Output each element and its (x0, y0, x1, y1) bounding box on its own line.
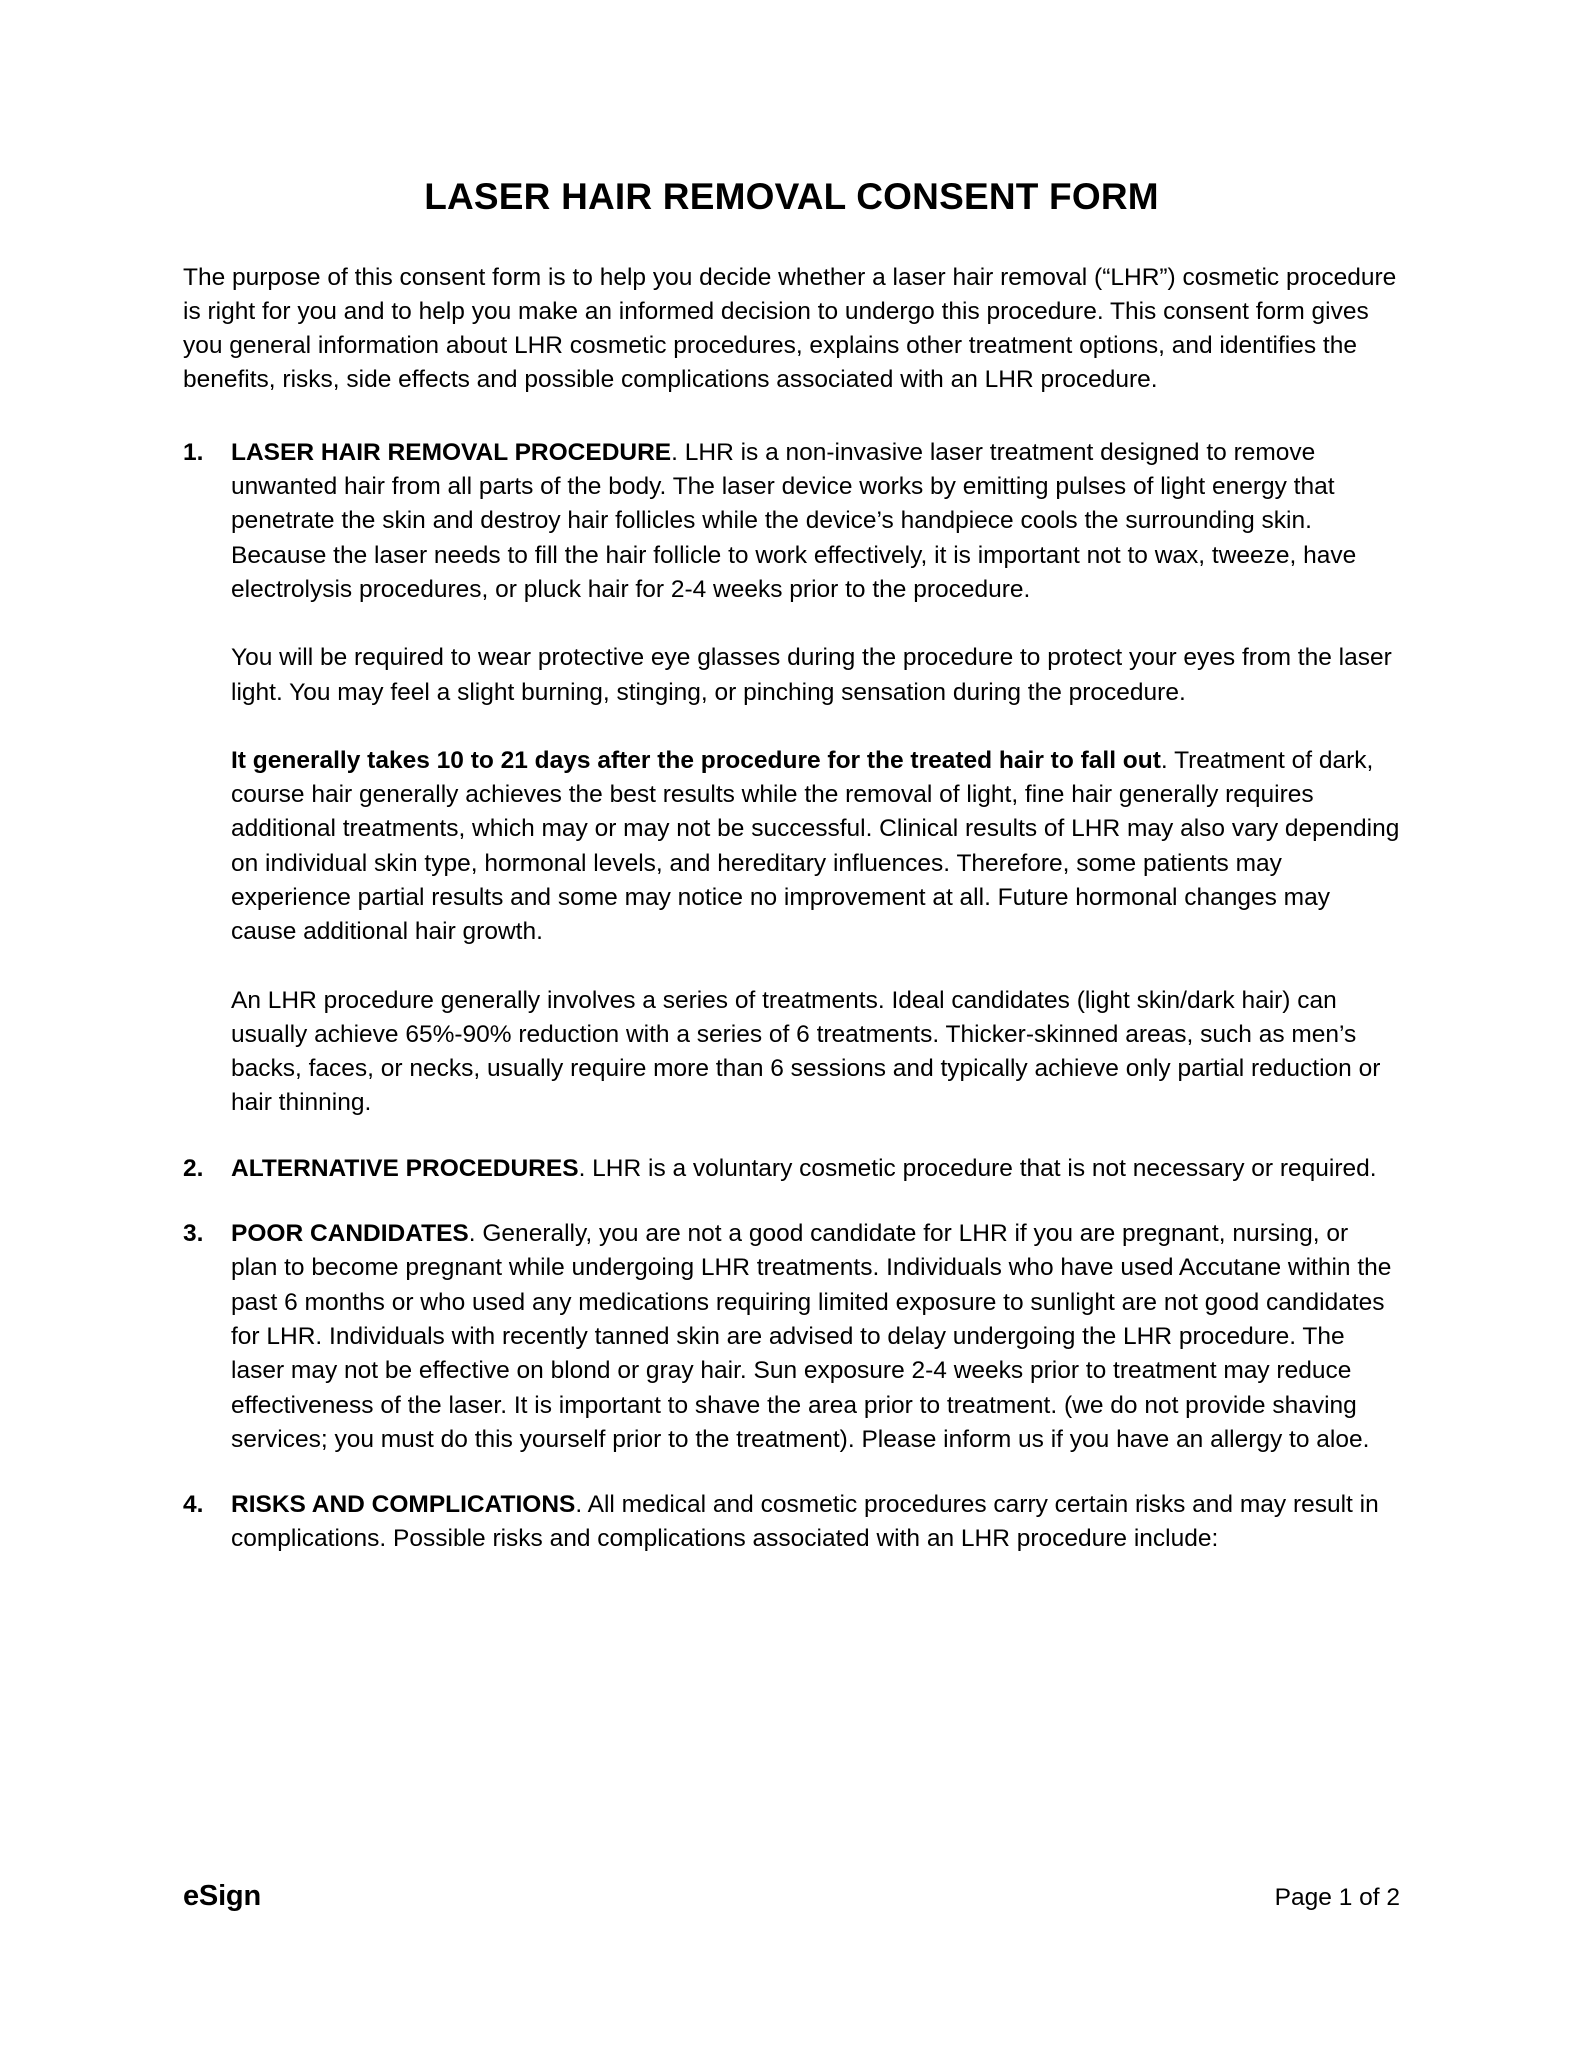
section-body-text: . LHR is a non-invasive laser treatment designed to remove unwanted hair from all parts of the body. The laser device works by emitting pulses of light energy that penetrate the skin and destroy hair follicles while the device’s handpiece cools the surrounding skin. Because the laser needs to fill the hair follicle to work effectively, it is important not to wax, tweeze, have electrolysis procedures, or pluck hair for 2-4 weeks prior to the procedure. (231, 438, 1357, 603)
section-body-text: . Treatment of dark, course hair generally achieves the best results while the removal of light, fine hair generally requires additional treatments, which may or may not be successful. Clinical results of LHR may also vary depending on individual skin type, hormonal levels, and hereditary influences. Therefore, some patients may experience partial results and some may notice no improvement at all. Future hormonal changes may cause additional hair growth. (231, 746, 1400, 946)
section-paragraph (231, 641, 1400, 710)
section-heading-inline: ALTERNATIVE PROCEDURES (231, 1154, 579, 1182)
section-number: 3. (183, 1220, 204, 1248)
section-heading-inline: LASER HAIR REMOVAL PROCEDURE (231, 438, 672, 466)
section-number: 2. (183, 1154, 204, 1182)
section-number: 1. (183, 438, 204, 466)
section-item (183, 1488, 1400, 1557)
section-body-text: . LHR is a voluntary cosmetic procedure that is not necessary or required. (578, 1154, 1377, 1182)
section-item (183, 1152, 1400, 1186)
section-paragraph (231, 436, 1400, 607)
section-item (183, 1217, 1400, 1457)
intro-paragraph: The purpose of this consent form is to help you decide whether a laser hair removal (“LHR”) cosmetic procedure is right for you and to help you make an informed decision to undergo this procedure. This consent form gives you general information about LHR cosmetic procedures, explains other treatment options, and identifies the benefits, risks, side effects and possible complications associated with an LHR procedure. (183, 263, 1397, 394)
section-heading-inline: It generally takes 10 to 21 days after the procedure for the treated hair to fall out (231, 746, 1161, 774)
section-paragraph (231, 1217, 1400, 1457)
section-paragraph (231, 1488, 1400, 1557)
section-body-text: You will be required to wear protective eye glasses during the procedure to protect your eyes from the laser light. You may feel a slight burning, stinging, or pinching sensation during the procedure. (231, 644, 1392, 706)
section-body-text: An LHR procedure generally involves a series of treatments. Ideal candidates (light skin/dark hair) can usually achieve 65%-90% reduction with a series of 6 treatments. Thicker-skinned areas, such as men’s backs, faces, or necks, usually require more than 6 sessions and typically achieve only partial reduction or hair thinning. (231, 986, 1381, 1117)
section-paragraph (231, 744, 1400, 950)
section-number: 4. (183, 1491, 204, 1519)
page-title: LASER HAIR REMOVAL CONSENT FORM (424, 176, 1159, 217)
section-paragraph (231, 1152, 1400, 1186)
section-heading-inline: RISKS AND COMPLICATIONS (231, 1491, 576, 1519)
page-footer (183, 1880, 1400, 1913)
document-content (183, 0, 1400, 1557)
section-paragraph (231, 984, 1400, 1121)
section-item (183, 436, 1400, 1121)
section-heading-inline: POOR CANDIDATES (231, 1220, 469, 1248)
page-number: Page 1 of 2 (1274, 1884, 1400, 1911)
section-body-text: . Generally, you are not a good candidate for LHR if you are pregnant, nursing, or plan to become pregnant while undergoing LHR treatments. Individuals who have used Accutane within the past 6 months or who used any medications requiring limited exposure to sunlight are not good candidates for LHR. Individuals with recently tanned skin are advised to delay undergoing the LHR procedure. The laser may not be effective on blond or gray hair. Sun exposure 2-4 weeks prior to treatment may reduce effectiveness of the laser. It is important to shave the area prior to treatment. (we do not provide shaving services; you must do this yourself prior to the treatment). Please inform us if you have an allergy to aloe. (231, 1220, 1392, 1453)
sections-list (183, 398, 1400, 1557)
brand-logo: eSign (183, 1880, 261, 1912)
section-body-text: . All medical and cosmetic procedures carry certain risks and may result in complications. Possible risks and complications associated with an LHR procedure include: (231, 1491, 1379, 1553)
